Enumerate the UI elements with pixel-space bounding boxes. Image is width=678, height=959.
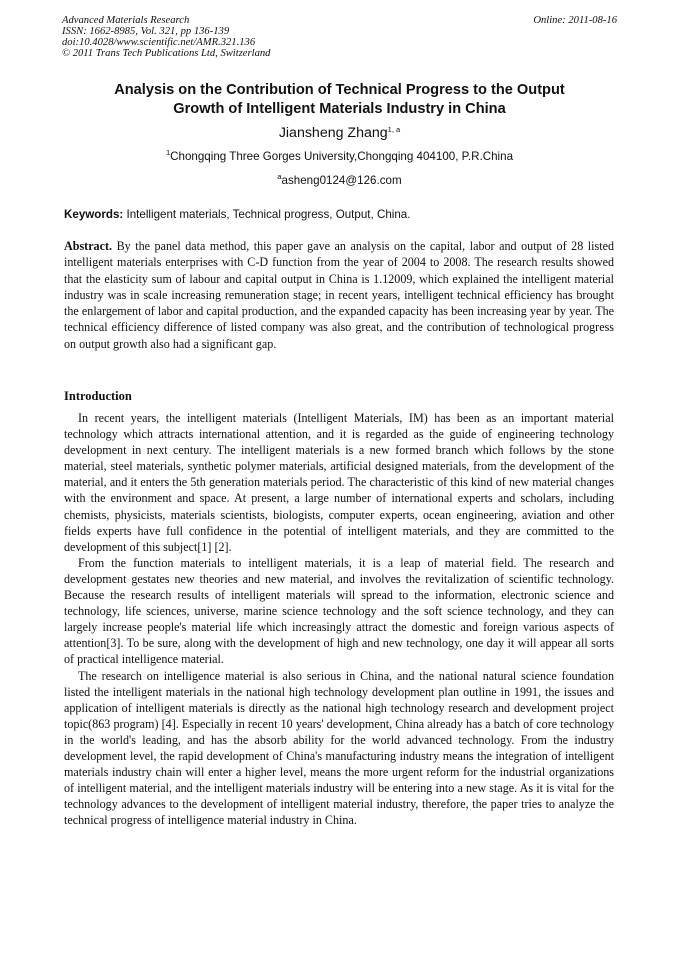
keywords-line [64, 208, 616, 222]
copyright-line: © 2011 Trans Tech Publications Ltd, Switzerland [62, 48, 271, 59]
email-line [62, 174, 617, 188]
keywords-label: Keywords: [64, 208, 124, 221]
affiliation-line [62, 150, 617, 164]
paper-title [62, 81, 617, 119]
issn-line: ISSN: 1662-8985, Vol. 321, pp 136-139 [62, 26, 230, 37]
title-line-1: Analysis on the Contribution of Technical Progress to the Output [114, 82, 565, 98]
abstract-label: Abstract. [64, 239, 113, 253]
keywords-text: Intelligent materials, Technical progress, Output, China. [123, 208, 411, 221]
online-date: Online: 2011-08-16 [533, 15, 617, 26]
abstract-text: By the panel data method, this paper gave an analysis on the capital, labor and output of 28 listed intelligent materials enterprises with C-D function from the year of 2004 to 2008. The research results showed that the elasticity sum of labour and capital output in China is 1.12009, which explained the intelligent material industry was in scale increasing remuneration stage; in recent years, intelligent technical efficiency has brought the enlargement of labor and capital production, and the expanded capacity has been increasing year by year. The technical efficiency difference of listed company was also great, and the contribution of technological progress on output growth also had a significant gap. [64, 239, 614, 351]
introduction-body [64, 410, 614, 828]
author-name: Jiansheng Zhang [278, 125, 388, 141]
title-line-2: Growth of Intelligent Materials Industry in China [173, 101, 506, 117]
journal-header [62, 15, 617, 59]
email-superscript: a [277, 172, 282, 181]
affiliation-text: Chongqing Three Gorges University,Chongqing 404100, P.R.China [170, 150, 514, 163]
section-heading-introduction: Introduction [64, 389, 132, 403]
abstract-paragraph [64, 238, 614, 352]
journal-name: Advanced Materials Research [62, 15, 190, 26]
author-superscript: 1, a [387, 125, 401, 134]
introduction-paragraph: The research on intelligence material is also serious in China, and the national natural science foundation listed the intelligent materials in the national high technology development plan outline in 1991, the issues and application of intelligent materials is directly as the national high technology research and development project topic(863 program) [4]. Especially in recent 10 years' development, China already has a batch of core technology in the world's leading, and has the absorb ability for the world advanced technology. From the industry development level, the rapid development of China's manufacturing industry means the integration of intelligent materials industry chain will enter a higher level, means the more urgent reform for the industrial organizations of intelligent material, and the intelligent materials industry will be entering into a new stage. As it is vital for the technology advances to the development of intelligent material industry, therefore, the paper tries to analyze the technical progress of intelligence material industry in China. [64, 668, 614, 828]
email-address[interactable]: asheng0124@126.com [281, 174, 402, 187]
introduction-paragraph: From the function materials to intelligent materials, it is a leap of material field. The research and development gestates new theories and new material, and involves the revitalization of scientific technology. Because the research results of intelligent materials will spread to the information, electronic science and technology, life sciences, universe, marine science technology and the soft science technology, and they can largely increase people's material life which increasingly attract the domestic and foreign various aspects of attention[3]. To be sure, along with the development of high and new technology, one day it will appear all sorts of practical intelligence material. [64, 555, 614, 667]
author-line [62, 124, 617, 142]
affiliation-superscript: 1 [165, 148, 171, 157]
doi-line: doi:10.4028/www.scientific.net/AMR.321.136 [62, 37, 256, 48]
introduction-paragraph: In recent years, the intelligent materials (Intelligent Materials, IM) has been as an important material technology which attracts international attention, and it is regarded as the guide of engineering technology development in next century. The intelligent materials is a new formed branch which follows by the stone material, steel materials, synthetic polymer materials, artificial designed materials, from the development of the material, and it enters the 5th generation materials period. The characteristic of this kind of new material changes with the environment and space. At present, a large number of international experts and scholars, including chemists, physicists, materials scientists, biologists, computer experts, ocean engineering, aviation and other fields experts have full confidence in the potential of intelligent materials, and they are committed to the development of this subject[1] [2]. [64, 411, 614, 554]
